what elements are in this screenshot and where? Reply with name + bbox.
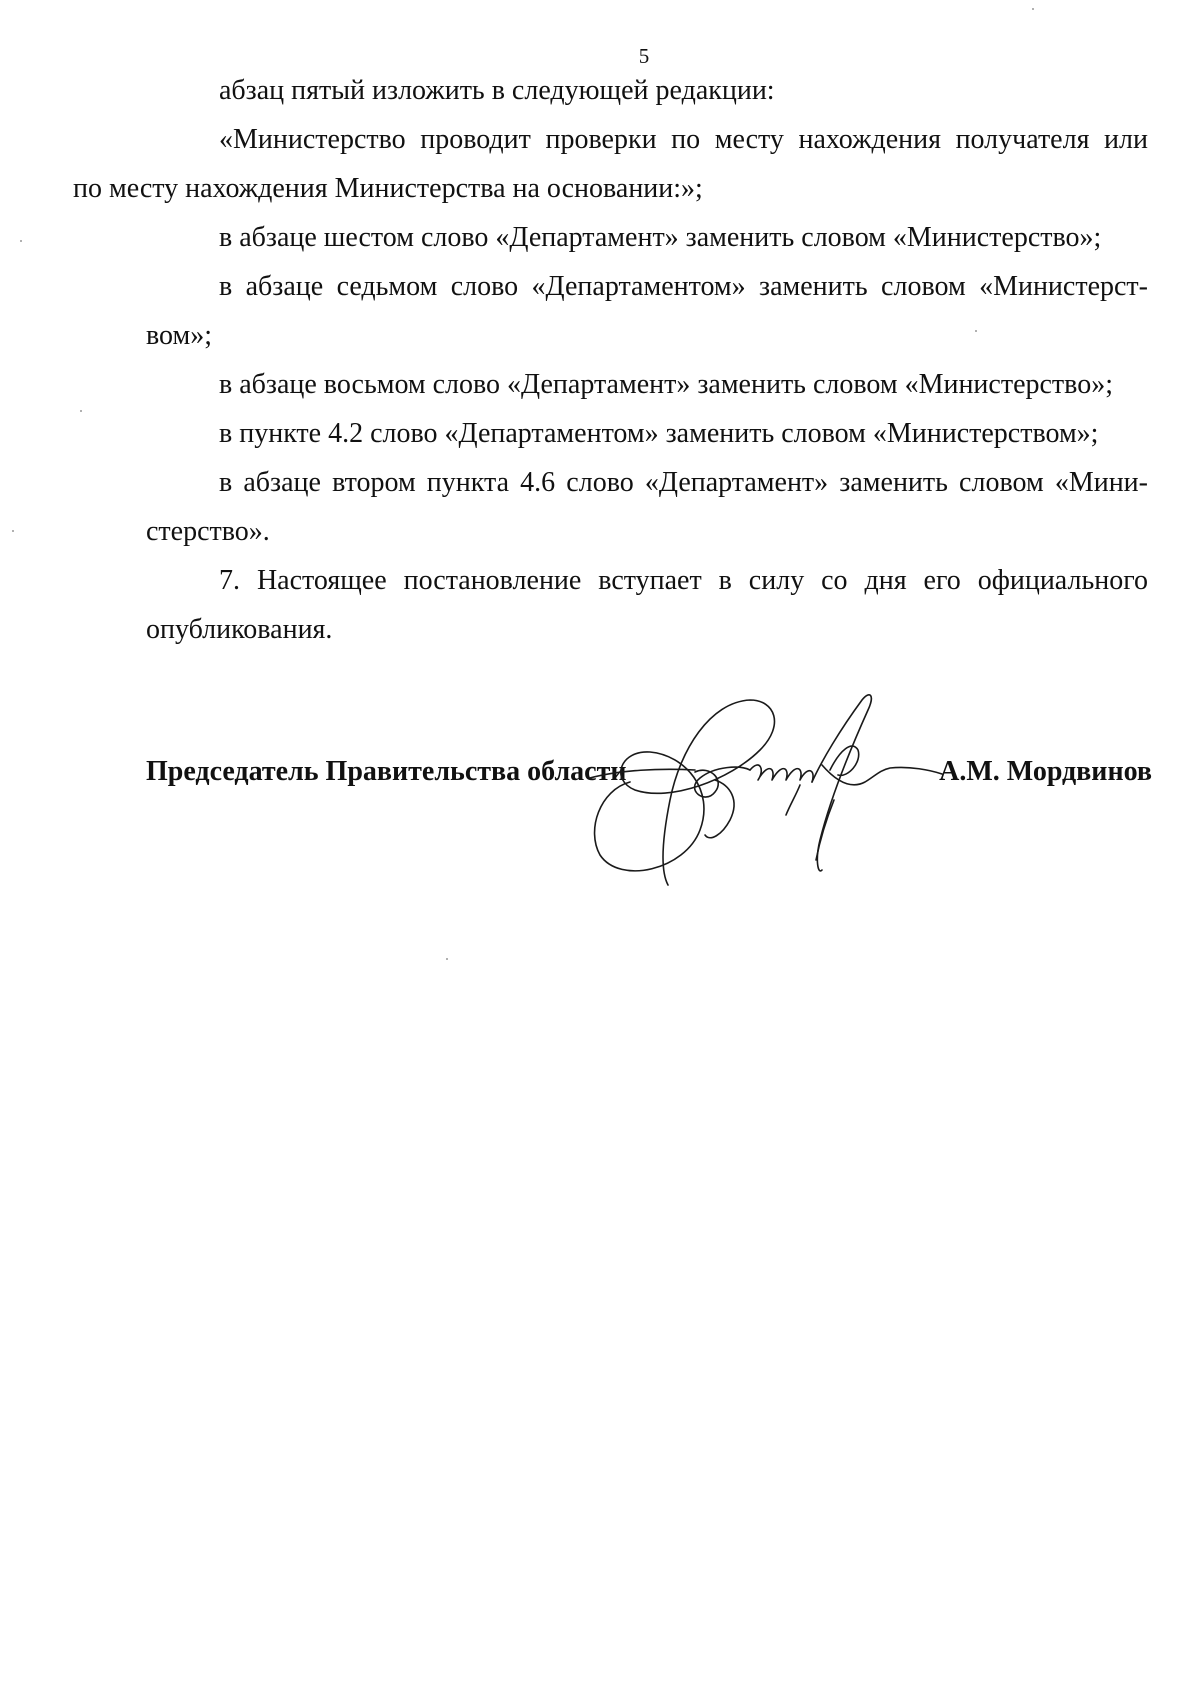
paragraph-line: вом»; — [146, 320, 212, 351]
handwritten-signature — [590, 670, 950, 890]
paragraph-item — [146, 556, 1148, 654]
paragraph-item — [146, 213, 1148, 262]
paragraph-line: по месту нахождения Министерства на основании:»; — [73, 173, 703, 204]
paragraph-item — [146, 409, 1148, 458]
paragraph-line: стерство». — [146, 516, 270, 547]
paragraph-line: в пункте 4.2 слово «Департаментом» заменить словом «Министерством»; — [219, 418, 1099, 449]
scan-speck — [80, 410, 82, 412]
signatory-title: Председатель Правительства области — [146, 756, 627, 787]
page-number: 5 — [638, 44, 650, 68]
paragraph-item — [146, 458, 1148, 556]
document-body — [73, 66, 1148, 654]
paragraph-line: опубликования. — [146, 614, 333, 645]
paragraph-line: в абзаце седьмом слово «Департаментом» заменить словом «Министерст- — [219, 271, 1148, 302]
paragraph-line: абзац пятый изложить в следующей редакции: — [219, 75, 775, 106]
paragraph-line: 7. Настоящее постановление вступает в силу со дня его официального — [219, 565, 1148, 596]
scan-speck — [975, 330, 977, 332]
paragraph-line: в абзаце шестом слово «Департамент» заменить словом «Министерство»; — [219, 222, 1102, 253]
paragraph-line: в абзаце восьмом слово «Департамент» заменить словом «Министерство»; — [219, 369, 1113, 400]
signatory-name: А.М. Мордвинов — [939, 756, 1152, 787]
paragraph-line: «Министерство проводит проверки по месту нахождения получателя или — [219, 124, 1148, 155]
paragraph-item — [73, 115, 1148, 213]
scan-speck — [12, 530, 14, 532]
paragraph-line: в абзаце втором пункта 4.6 слово «Департамент» заменить словом «Мини- — [219, 467, 1148, 498]
paragraph-item — [146, 66, 1148, 115]
scan-speck — [20, 240, 22, 242]
paragraph-item — [146, 262, 1148, 360]
scan-speck — [446, 958, 448, 960]
scan-speck — [1032, 8, 1034, 10]
paragraph-item — [146, 360, 1148, 409]
